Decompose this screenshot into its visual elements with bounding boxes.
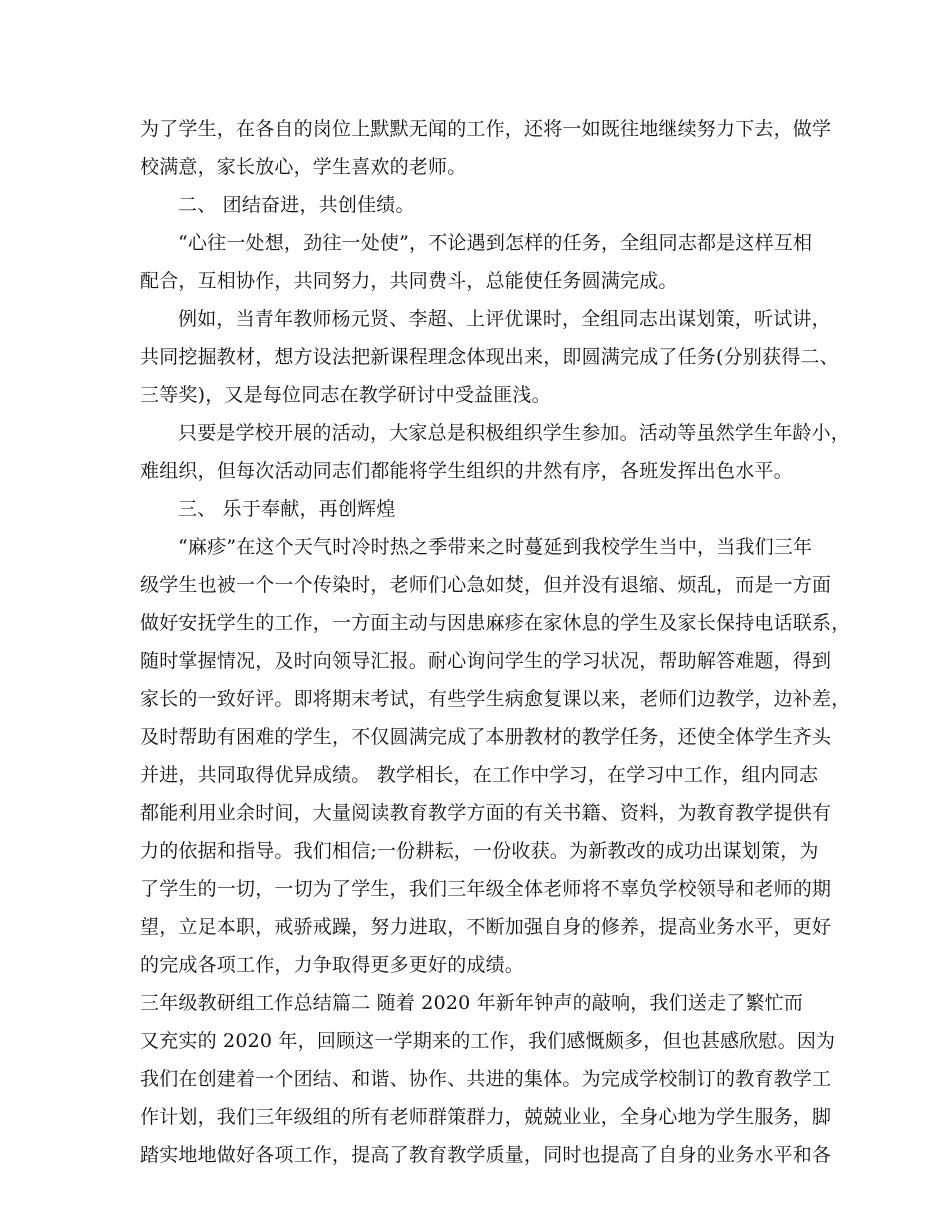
text-line: 及时帮助有困难的学生，不仅圆满完成了本册教材的教学任务，还使全体学生齐头 <box>140 726 832 748</box>
text-line: 又充实的 2020 年，回顾这一学期来的工作，我们感慨颇多，但也甚感欣慰。因为 <box>140 1030 836 1052</box>
text-line: 做好安抚学生的工作，一方面主动与因患麻疹在家休息的学生及家长保持电话联系， <box>140 612 851 634</box>
text-line: 都能利用业余时间，大量阅读教育教学方面的有关书籍、资料，为教育教学提供有 <box>140 802 832 824</box>
text-line: 家长的一致好评。即将期末考试，有些学生病愈复课以来，老师们边教学，边补差， <box>140 688 851 710</box>
section-heading: 三、 乐于奉献，再创辉煌 <box>178 498 396 520</box>
text-line: 例如，当青年教师杨元贤、李超、上评优课时，全组同志出谋划策，听试讲， <box>178 308 831 330</box>
text-line: 共同挖掘教材，想方设法把新课程理念体现出来，即圆满完成了任务(分别获得二、 <box>140 346 839 368</box>
text-line: 的完成各项工作，力争取得更多更好的成绩。 <box>140 954 525 976</box>
text-line: 三年级教研组工作总结篇二 随着 2020 年新年钟声的敲响，我们送走了繁忙而 <box>140 992 804 1014</box>
section-heading: 二、 团结奋进，共创佳绩。 <box>178 194 415 216</box>
text-line: 随时掌握情况，及时向领导汇报。耐心询问学生的学习状况，帮助解答难题，得到 <box>140 650 832 672</box>
text-line: 并进，共同取得优异成绩。 教学相长，在工作中学习，在学习中工作，组内同志 <box>140 764 819 786</box>
text-line: 为了学生，在各自的岗位上默默无闻的工作，还将一如既往地继续努力下去，做学 <box>140 118 832 140</box>
text-line: 校满意，家长放心，学生喜欢的老师。 <box>140 156 467 178</box>
text-line: 力的依据和指导。我们相信;一份耕耘，一份收获。为新教改的成功出谋划策，为 <box>140 840 819 862</box>
text-line: 作计划，我们三年级组的所有老师群策群力，兢兢业业，全身心地为学生服务，脚 <box>140 1106 832 1128</box>
text-line: 我们在创建着一个团结、和谐、协作、共进的集体。为完成学校制订的教育教学工 <box>140 1068 832 1090</box>
text-line: 难组织，但每次活动同志们都能将学生组织的井然有序，各班发挥出色水平。 <box>140 460 793 482</box>
text-line: 望，立足本职，戒骄戒躁，努力进取，不断加强自身的修养，提高业务水平，更好 <box>140 916 832 938</box>
text-line: 踏实地地做好各项工作，提高了教育教学质量，同时也提高了自身的业务水平和各 <box>140 1144 832 1166</box>
text-line: 级学生也被一个一个传染时，老师们心急如焚，但并没有退缩、烦乱，而是一方面 <box>140 574 832 596</box>
text-line: 配合，互相协作，共同努力，共同费斗，总能使任务圆满完成。 <box>140 270 678 292</box>
text-line: “心往一处想，劲往一处使”，不论遇到怎样的任务，全组同志都是这样互相 <box>178 232 813 254</box>
text-line: “麻疹”在这个天气时冷时热之季带来之时蔓延到我校学生当中，当我们三年 <box>178 536 813 558</box>
text-line: 三等奖)，又是每位同志在教学研讨中受益匪浅。 <box>140 384 551 406</box>
text-line: 了学生的一切，一切为了学生，我们三年级全体老师将不辜负学校领导和老师的期 <box>140 878 832 900</box>
text-line: 只要是学校开展的活动，大家总是积极组织学生参加。活动等虽然学生年龄小， <box>178 422 851 444</box>
